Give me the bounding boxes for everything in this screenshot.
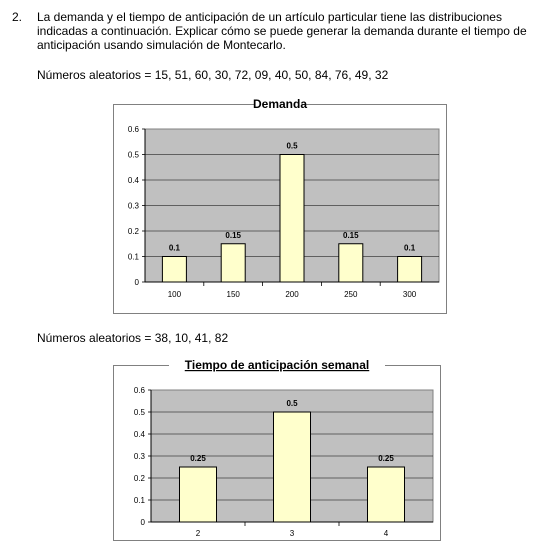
demand-chart-svg bbox=[113, 94, 447, 314]
chart1-ytick-label: 0 bbox=[140, 518, 145, 527]
chart1-ytick-label: 0.4 bbox=[133, 430, 145, 439]
chart0-data-label: 0.15 bbox=[343, 230, 359, 240]
problem-text: La demanda y el tiempo de anticipación de un artículo particular tiene las distribuciones indicadas a continuación. Explicar cómo se puede generar la demanda durante el tiempo de anticipación usando simulación de Montecarlo. bbox=[37, 10, 527, 52]
chart0-data-label: 0.15 bbox=[225, 230, 241, 240]
chart1-bar bbox=[368, 467, 405, 522]
chart0-title: Demanda bbox=[252, 97, 308, 111]
random-numbers-lead-time: Números aleatorios = 38, 10, 41, 82 bbox=[37, 331, 229, 345]
chart1-ytick-label: 0.2 bbox=[133, 474, 145, 483]
chart0-bar bbox=[280, 155, 304, 283]
chart0-xtick-label: 100 bbox=[167, 290, 182, 299]
lead-time-chart-svg bbox=[113, 355, 441, 541]
chart0-bar bbox=[221, 244, 245, 282]
chart1-data-label: 0.5 bbox=[286, 399, 298, 408]
chart1-xtick-label: 2 bbox=[195, 529, 201, 538]
chart0-ytick-label: 0.1 bbox=[127, 252, 139, 262]
chart0-ytick-label: 0 bbox=[134, 278, 139, 287]
demand-chart bbox=[113, 94, 447, 314]
chart1-bar bbox=[274, 412, 311, 522]
chart1-ytick-label: 0.1 bbox=[133, 496, 145, 505]
chart0-ytick-label: 0.4 bbox=[127, 176, 139, 185]
chart1-xtick-label: 4 bbox=[383, 529, 389, 538]
chart0-data-label: 0.5 bbox=[286, 141, 298, 151]
chart0-data-label: 0.1 bbox=[404, 243, 416, 253]
chart0-bar bbox=[162, 257, 186, 283]
chart0-xtick-label: 250 bbox=[344, 290, 358, 299]
chart0-ytick-label: 0.2 bbox=[127, 227, 139, 236]
chart1-data-label: 0.25 bbox=[378, 454, 394, 463]
chart0-data-label: 0.1 bbox=[168, 243, 180, 253]
chart0-ytick-label: 0.6 bbox=[127, 125, 139, 134]
random-numbers-demand: Números aleatorios = 15, 51, 60, 30, 72, 09, 40, 50, 84, 76, 49, 32 bbox=[37, 68, 389, 82]
chart0-ytick-label: 0.3 bbox=[127, 201, 139, 211]
chart1-ytick-label: 0.3 bbox=[133, 452, 145, 461]
chart0-xtick-label: 150 bbox=[226, 290, 240, 299]
chart0-bar bbox=[398, 257, 422, 283]
lead-time-chart bbox=[113, 355, 441, 541]
chart0-ytick-label: 0.5 bbox=[127, 150, 139, 160]
chart0-xtick-label: 200 bbox=[285, 290, 299, 299]
chart0-xtick-label: 300 bbox=[402, 290, 417, 299]
chart1-ytick-label: 0.5 bbox=[133, 408, 145, 417]
chart1-xtick-label: 3 bbox=[289, 529, 295, 538]
chart0-bar bbox=[339, 244, 363, 282]
chart1-ytick-label: 0.6 bbox=[133, 386, 145, 395]
chart1-title: Tiempo de anticipación semanal bbox=[184, 358, 370, 372]
chart1-data-label: 0.25 bbox=[190, 454, 206, 463]
chart1-bar bbox=[180, 467, 217, 522]
problem-number: 2. bbox=[12, 10, 23, 24]
